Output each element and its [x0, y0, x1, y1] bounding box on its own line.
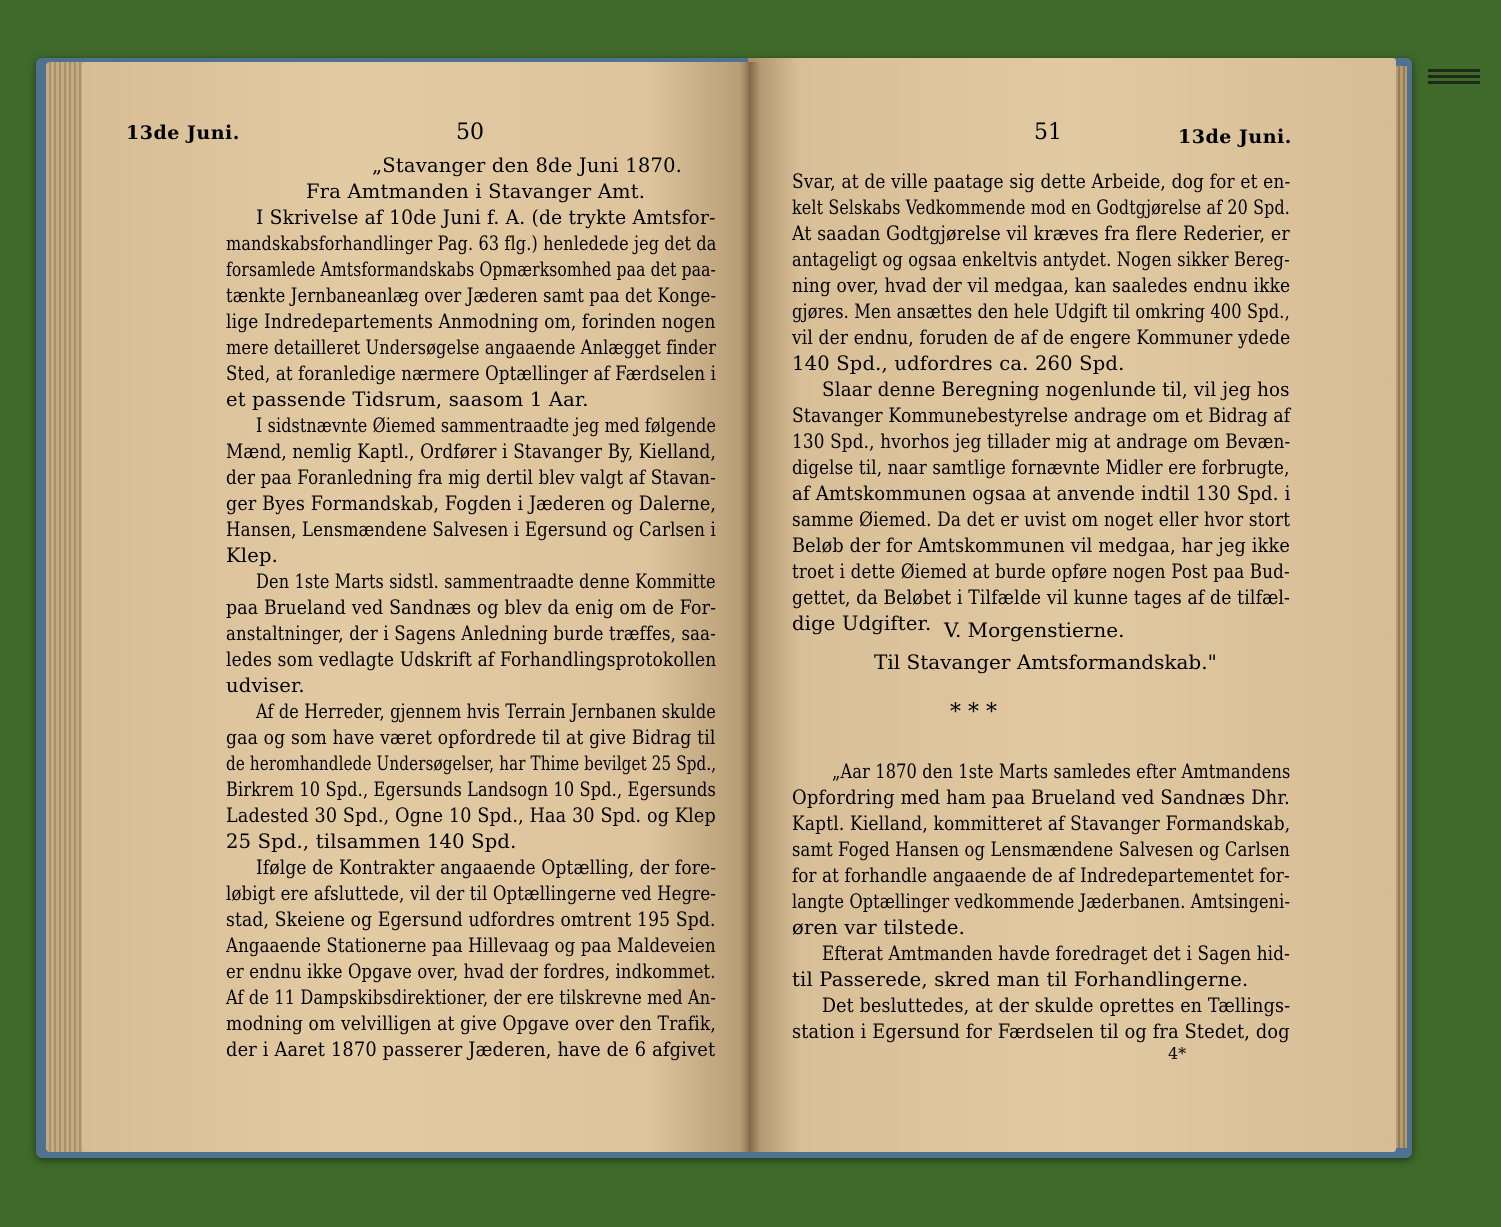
left-page-number: 50 — [456, 120, 484, 145]
text-line: I sidstnævnte Øiemed sammentraadte jeg med følgende — [256, 414, 717, 437]
text-line: Svar, at de ville paatage sig dette Arbeide, dog for et en- — [792, 170, 1291, 193]
text-line: af Amtskommunen ogsaa at anvende indtil 130 Spd. i — [792, 482, 1291, 505]
text-line: Birkrem 10 Spd., Egersunds Landsogn 10 Spd., Egersunds — [226, 778, 716, 801]
section-separator: * * * — [950, 700, 997, 725]
text-line: for at forhandle angaaende de af Indredepartementet for- — [792, 864, 1290, 887]
left-running-header: 13de Juni. — [126, 122, 240, 144]
text-line: Af de Herreder, gjennem hvis Terrain Jernbanen skulde — [256, 700, 716, 723]
text-line: til Passerede, skred man til Forhandlingerne. — [792, 968, 1249, 991]
book-gutter — [740, 62, 760, 1152]
text-line: Ifølge de Kontrakter angaaende Optælling, der fore- — [256, 856, 717, 879]
text-line: dige Udgifter. — [792, 612, 932, 635]
text-line: paa Brueland ved Sandnæs og blev da enig om de For- — [226, 596, 717, 619]
text-line: 25 Spd., tilsammen 140 Spd. — [226, 830, 517, 853]
text-line: Af de 11 Dampskibsdirektioner, der ere tilskrevne med An- — [226, 986, 716, 1009]
text-line: er endnu ikke Opgave over, hvad der fordres, indkommet. — [226, 960, 716, 983]
page-edges-left — [46, 62, 86, 1152]
text-line: mere detailleret Undersøgelse angaaende Anlægget finder — [226, 336, 717, 359]
signature-mark: 4* — [1168, 1044, 1187, 1063]
text-line: Hansen, Lensmændene Salvesen i Egersund og Carlsen i — [226, 518, 717, 541]
text-line: Beløb der for Amtskommunen vil medgaa, har jeg ikke — [792, 534, 1290, 557]
text-line: ning over, hvad der vil medgaa, kan saaledes endnu ikke — [792, 274, 1291, 297]
text-line: samt Foged Hansen og Lensmændene Salvesen og Carlsen — [792, 838, 1290, 861]
text-line: 130 Spd., hvorhos jeg tillader mig at andrage om Bevæn- — [792, 430, 1291, 453]
text-line: Sted, at foranledige nærmere Optællinger af Færdselen i — [226, 362, 717, 385]
text-line: Den 1ste Marts sidstl. sammentraadte denne Kommitte — [256, 570, 716, 593]
text-line: langte Optællinger vedkommende Jæderbanen. Amtsingeni- — [792, 890, 1291, 913]
text-line: de heromhandlede Undersøgelser, har Thime bevilget 25 Spd., — [226, 752, 717, 775]
text-line: antageligt og ogsaa enkeltvis antydet. Nogen sikker Bereg- — [792, 248, 1290, 271]
text-line: vil der endnu, foruden de af de engere Kommuner ydede — [792, 326, 1291, 349]
text-line: ger Byes Formandskab, Fogden i Jæderen og Dalerne, — [226, 492, 717, 515]
text-line: Stavanger Kommunebestyrelse andrage om et Bidrag af — [792, 404, 1291, 427]
text-line: Det besluttedes, at der skulde oprettes en Tællings- — [822, 994, 1291, 1017]
text-line: station i Egersund for Færdselen til og fra Stedet, dog — [792, 1020, 1290, 1043]
text-line: I Skrivelse af 10de Juni f. A. (de trykte Amtsfor- — [256, 206, 716, 229]
text-line: løbigt ere afsluttede, vil der til Optællingerne ved Hegre- — [226, 882, 717, 905]
text-line: der paa Foranledning fra mig dertil blev valgt af Stavan- — [226, 466, 716, 489]
text-line: Mænd, nemlig Kaptl., Ordfører i Stavanger By, Kielland, — [226, 440, 717, 463]
text-line: Ladested 30 Spd., Ogne 10 Spd., Haa 30 Spd. og Klep — [226, 804, 716, 827]
text-line: gettet, da Beløbet i Tilfælde vil kunne tages af de tilfæl- — [792, 586, 1291, 609]
text-line: ledes som vedlagte Udskrift af Forhandlingsprotokollen — [226, 648, 717, 671]
corner-registration-mark — [1428, 66, 1480, 88]
text-line: forsamlede Amtsformandskabs Opmærksomhed paa det paa- — [226, 258, 716, 281]
text-line: lige Indredepartements Anmodning om, forinden nogen — [226, 310, 716, 333]
text-line: Angaaende Stationerne paa Hillevaag og paa Maldeveien — [226, 934, 716, 957]
text-line: kelt Selskabs Vedkommende mod en Godtgjørelse af 20 Spd. — [792, 196, 1291, 219]
text-line: modning om velvilligen at give Opgave over den Trafik, — [226, 1012, 716, 1035]
text-line: Slaar denne Beregning nogenlunde til, vil jeg hos — [822, 378, 1290, 401]
text-line: gaa og som have været opfordrede til at give Bidrag til — [226, 726, 716, 749]
text-line: troet i dette Øiemed at burde opføre nogen Post paa Bud- — [792, 560, 1290, 583]
text-line: At saadan Godtgjørelse vil kræves fra flere Rederier, er — [792, 222, 1290, 245]
text-line: mandskabsforhandlinger Pag. 63 flg.) henledede jeg det da — [226, 232, 717, 255]
text-line: samme Øiemed. Da det er uvist om noget eller hvor stort — [792, 508, 1291, 531]
signature: V. Morgenstierne. — [944, 618, 1125, 642]
text-line: „Aar 1870 den 1ste Marts samledes efter Amtmandens — [832, 760, 1291, 783]
text-line: digelse til, naar samtlige fornævnte Midler ere forbrugte, — [792, 456, 1290, 479]
right-running-header: 13de Juni. — [1178, 126, 1292, 148]
text-line: gjøres. Men ansættes den hele Udgift til omkring 400 Spd., — [792, 300, 1290, 323]
text-line: udviser. — [226, 674, 305, 697]
text-line: Kaptl. Kielland, kommitteret af Stavanger Formandskab, — [792, 812, 1291, 835]
text-line: der i Aaret 1870 passerer Jæderen, have de 6 afgivet — [226, 1038, 716, 1061]
text-line: anstaltninger, der i Sagens Anledning burde træffes, saa- — [226, 622, 716, 645]
text-line: Fra Amtmanden i Stavanger Amt. — [306, 180, 646, 203]
text-line: „Stavanger den 8de Juni 1870. — [372, 154, 683, 177]
text-line: øren var tilstede. — [792, 916, 966, 939]
text-line: Klep. — [226, 544, 279, 567]
text-line: 140 Spd., udfordres ca. 260 Spd. — [792, 352, 1125, 375]
addressee: Til Stavanger Amtsformandskab." — [874, 650, 1217, 674]
text-line: tænkte Jernbaneanlæg over Jæderen samt paa det Konge- — [226, 284, 717, 307]
text-line: Efterat Amtmanden havde foredraget det i Sagen hid- — [822, 942, 1290, 965]
text-line: et passende Tidsrum, saasom 1 Aar. — [226, 388, 589, 411]
right-page-number: 51 — [1034, 120, 1062, 145]
text-line: stad, Skeiene og Egersund udfordres omtrent 195 Spd. — [226, 908, 716, 931]
text-line: Opfordring med ham paa Brueland ved Sandnæs Dhr. — [792, 786, 1291, 809]
